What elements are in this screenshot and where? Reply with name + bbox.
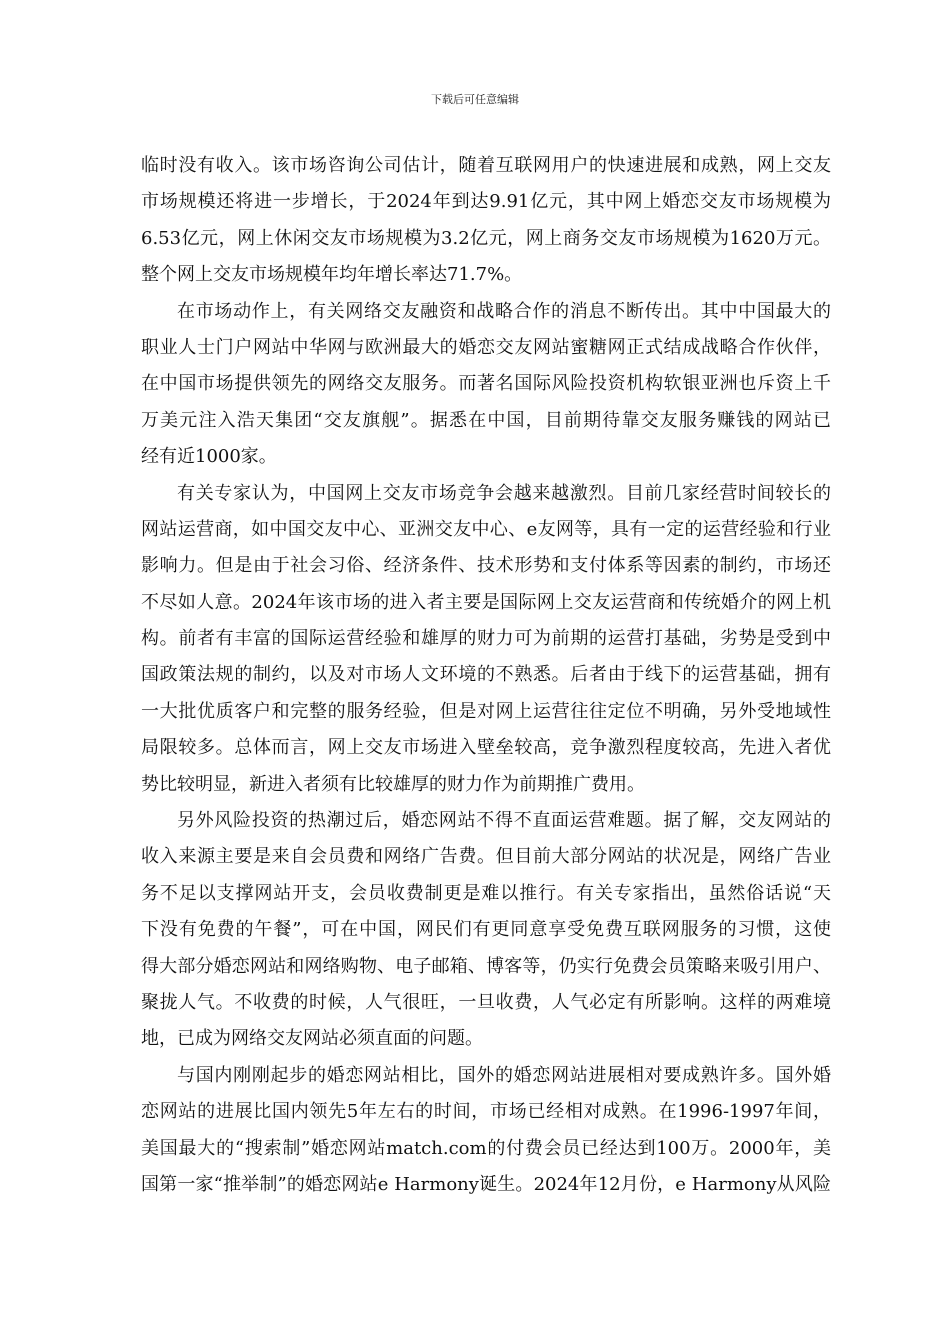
text-line: 下没有免费的午餐”，可在中国，网民们有更同意享受免费互联网服务的习惯，这使 <box>141 919 831 941</box>
text-line: 整个网上交友市场规模年均年增长率达71.7%。 <box>141 264 523 286</box>
text-line: 务不足以支撑网站开支，会员收费制更是难以推行。有关专家指出，虽然俗话说“天 <box>141 882 831 904</box>
text-line: 另外风险投资的热潮过后，婚恋网站不得不直面运营难题。据了解，交友网站的 <box>177 810 831 832</box>
text-line: 收入来源主要是来自会员费和网络广告费。但目前大部分网站的状况是，网络广告业 <box>141 846 831 868</box>
text-line: 在市场动作上，有关网络交友融资和战略合作的消息不断传出。其中中国最大的 <box>177 300 831 322</box>
text-line: 不尽如人意。2024年该市场的进入者主要是国际网上交友运营商和传统婚介的网上机 <box>141 591 831 613</box>
text-line: 万美元注入浩天集团“交友旗舰”。据悉在中国，目前期待靠交友服务赚钱的网站已 <box>141 409 831 431</box>
text-line: 聚拢人气。不收费的时候，人气很旺，一旦收费，人气必定有所影响。这样的两难境 <box>141 991 831 1013</box>
text-line: 6.53亿元，网上休闲交友市场规模为3.2亿元，网上商务交友市场规模为1620万元。 <box>141 227 831 249</box>
text-line: 与国内刚刚起步的婚恋网站相比，国外的婚恋网站进展相对要成熟许多。国外婚 <box>177 1064 831 1086</box>
text-line: 影响力。但是由于社会习俗、经济条件、技术形势和支付体系等因素的制约，市场还 <box>141 555 831 577</box>
text-line: 得大部分婚恋网站和网络购物、电子邮箱、博客等，仍实行免费会员策略来吸引用户、 <box>141 955 831 977</box>
text-line: 局限较多。总体而言，网上交友市场进入壁垒较高，竞争激烈程度较高，先进入者优 <box>141 737 831 759</box>
page-header: 下载后可任意编辑 <box>431 93 519 106</box>
text-line: 在中国市场提供领先的网络交友服务。而著名国际风险投资机构软银亚洲也斥资上千 <box>141 373 831 395</box>
text-line: 国第一家“推举制”的婚恋网站e Harmony诞生。2024年12月份，e Harmony从风险 <box>141 1173 831 1195</box>
text-line: 经有近1000家。 <box>141 446 277 468</box>
text-line: 恋网站的进展比国内领先5年左右的时间，市场已经相对成熟。在1996-1997年间， <box>141 1101 831 1123</box>
text-line: 网站运营商，如中国交友中心、亚洲交友中心、e友网等，具有一定的运营经验和行业 <box>141 518 831 540</box>
text-line: 临时没有收入。该市场咨询公司估计，随着互联网用户的快速进展和成熟，网上交友 <box>141 155 831 176</box>
text-line: 一大批优质客户和完整的服务经验，但是对网上运营往往定位不明确，另外受地域性 <box>141 700 831 722</box>
text-line: 市场规模还将进一步增长，于2024年到达9.91亿元，其中网上婚恋交友市场规模为 <box>141 191 831 213</box>
text-line: 有关专家认为，中国网上交友市场竞争会越来越激烈。目前几家经营时间较长的 <box>177 482 831 504</box>
body-text <box>141 148 831 1203</box>
text-line: 美国最大的“搜索制”婚恋网站match.com的付费会员已经达到100万。2000年，美 <box>141 1137 831 1159</box>
text-line: 国政策法规的制约，以及对市场人文环境的不熟悉。后者由于线下的运营基础，拥有 <box>141 664 831 686</box>
text-line: 职业人士门户网站中华网与欧洲最大的婚恋交友网站蜜糖网正式结成战略合作伙伴， <box>141 336 831 358</box>
text-line: 构。前者有丰富的国际运营经验和雄厚的财力可为前期的运营打基础，劣势是受到中 <box>141 628 831 650</box>
text-line: 势比较明显，新进入者须有比较雄厚的财力作为前期推广费用。 <box>141 773 645 795</box>
text-line: 地，已成为网络交友网站必须直面的问题。 <box>141 1028 483 1050</box>
